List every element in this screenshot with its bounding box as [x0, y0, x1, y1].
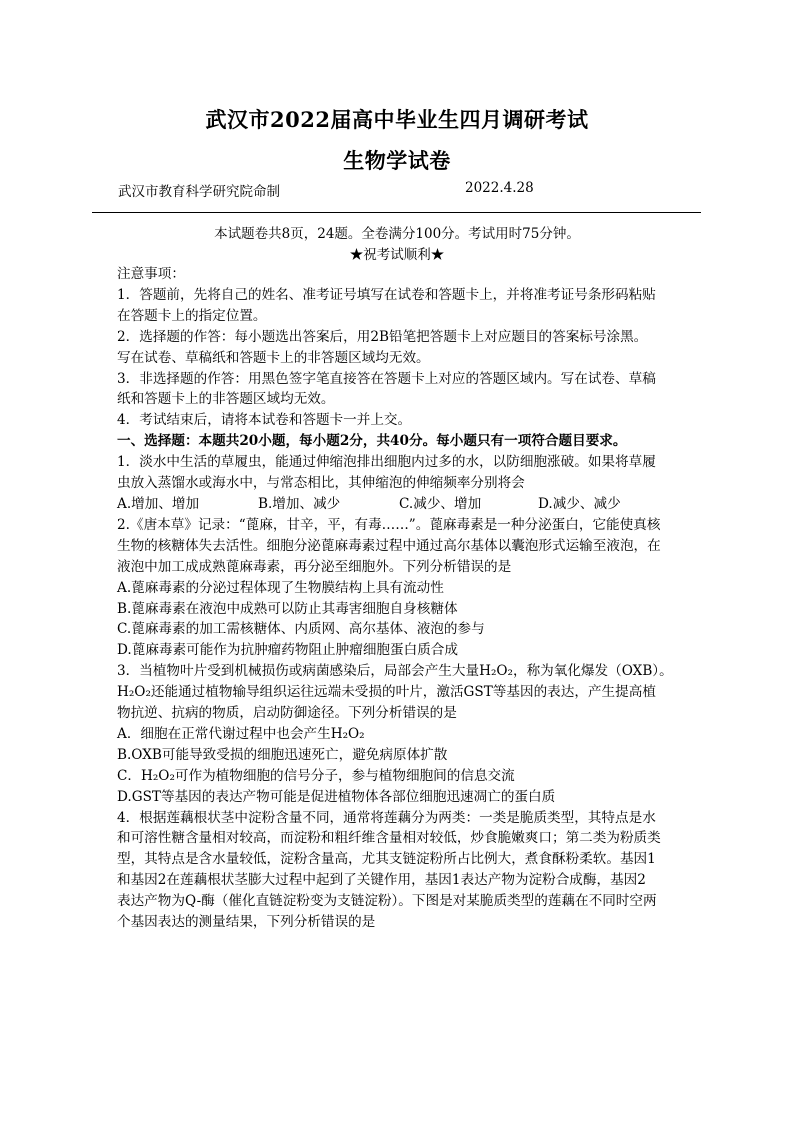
note-line: 2．选择题的作答：每小题选出答案后，用2B铅笔把答题卡上对应题目的答案标号涂黑。 — [117, 328, 648, 345]
question-4-line: 个基因表达的测量结果，下列分析错误的是 — [117, 914, 376, 931]
question-4-line: 4．根据莲藕根状茎中淀粉含量不同，通常将莲藕分为两类：一类是脆质类型，其特点是水 — [117, 809, 656, 826]
exam-summary: 本试题卷共8页，24题。全卷满分100分。考试用时75分钟。 — [214, 226, 580, 242]
exam-date: 2022.4.28 — [465, 180, 534, 196]
section-heading: 一、选择题：本题共20小题，每小题2分，共40分。每小题只有一项符合题目要求。 — [117, 433, 627, 450]
note-line: 3．非选择题的作答：用黑色签字笔直接答在答题卡上对应的答题区域内。写在试卷、草稿 — [117, 370, 656, 387]
question-3-line: H₂O₂还能通过植物输导组织运往远端未受损的叶片，激活GST等基因的表达，产生提高植 — [117, 684, 656, 701]
question-1-line: 虫放入蒸馏水或海水中，与常态相比，其伸缩泡的伸缩频率分别将会 — [117, 475, 525, 492]
question-2-line: 生物的核糖体失去活性。细胞分泌蓖麻毒素过程中通过高尔基体以囊泡形式运输至液泡，在 — [117, 537, 661, 554]
option-d: D.减少、减少 — [538, 495, 621, 512]
question-4-line: 表达产物为Q-酶（催化直链淀粉变为支链淀粉）。下图是对某脆质类型的莲藕在不同时空两 — [117, 893, 657, 910]
question-2-line: 液泡中加工成成熟蓖麻毒素，再分泌至细胞外。下列分析错误的是 — [117, 558, 512, 575]
option-d: D.蓖麻毒素可能作为抗肿瘤药物阻止肿瘤细胞蛋白质合成 — [117, 642, 458, 659]
option-d: D.GST等基因的表达产物可能是促进植物体各部位细胞迅速凋亡的蛋白质 — [117, 788, 556, 805]
good-luck-line: ★祝考试顺利★ — [349, 247, 445, 263]
exam-title: 武汉市2022届高中毕业生四月调研考试 — [205, 107, 589, 132]
question-3-line: 物抗逆、抗病的物质，启动防御途径。下列分析错误的是 — [117, 705, 457, 722]
question-4-line: 和基因2在莲藕根状茎膨大过程中起到了关键作用，基因1表达产物为淀粉合成酶，基因2 — [117, 872, 646, 889]
note-line: 4．考试结束后，请将本试卷和答题卡一并上交。 — [117, 412, 412, 429]
option-a: A.蓖麻毒素的分泌过程体现了生物膜结构上具有流动性 — [117, 579, 444, 596]
question-3-line: 3．当植物叶片受到机械损伤或病菌感染后，局部会产生大量H₂O₂，称为氧化爆发（OXB）。 — [117, 663, 673, 680]
option-b: B.OXB可能导致受损的细胞迅速死亡，避免病原体扩散 — [117, 746, 448, 763]
note-line: 1．答题前，先将自己的姓名、准考证号填写在试卷和答题卡上，并将准考证号条形码粘贴 — [117, 286, 656, 303]
option-c: C.蓖麻毒素的加工需核糖体、内质网、高尔基体、液泡的参与 — [117, 621, 485, 638]
option-c: C．H₂O₂可作为植物细胞的信号分子，参与植物细胞间的信息交流 — [117, 767, 515, 784]
question-1-options — [117, 494, 685, 515]
note-line: 在答题卡上的指定位置。 — [117, 307, 267, 324]
option-a: A.增加、增加 — [117, 495, 200, 512]
note-line: 纸和答题卡上的非答题区域均无效。 — [117, 391, 335, 408]
question-4-line: 和可溶性糖含量相对较高，而淀粉和粗纤维含量相对较低，炒食脆嫩爽口；第二类为粉质类 — [117, 830, 661, 847]
question-2-line: 2.《唐本草》记录：“蓖麻，甘辛，平，有毒……”。蓖麻毒素是一种分泌蛋白，它能使真核 — [117, 516, 661, 533]
question-4-line: 型，其特点是含水量较低，淀粉含量高，尤其支链淀粉所占比例大，煮食酥粉柔软。基因1 — [117, 851, 656, 868]
option-c: C.减少、增加 — [399, 495, 482, 512]
issuer-text: 武汉市教育科学研究院命制 — [118, 184, 280, 200]
question-1-line: 1．淡水中生活的草履虫，能通过伸缩泡排出细胞内过多的水，以防细胞涨破。如果将草履 — [117, 454, 656, 471]
notes-heading: 注意事项： — [117, 266, 185, 282]
exam-body — [117, 264, 685, 933]
subject-title: 生物学试卷 — [343, 148, 451, 173]
option-b: B.增加、减少 — [258, 495, 341, 512]
note-line: 写在试卷、草稿纸和答题卡上的非答题区域均无效。 — [117, 349, 430, 366]
option-b: B.蓖麻毒素在液泡中成熟可以防止其毒害细胞自身核糖体 — [117, 600, 458, 617]
header-divider — [92, 212, 701, 213]
option-a: A．细胞在正常代谢过程中也会产生H₂O₂ — [117, 725, 365, 742]
